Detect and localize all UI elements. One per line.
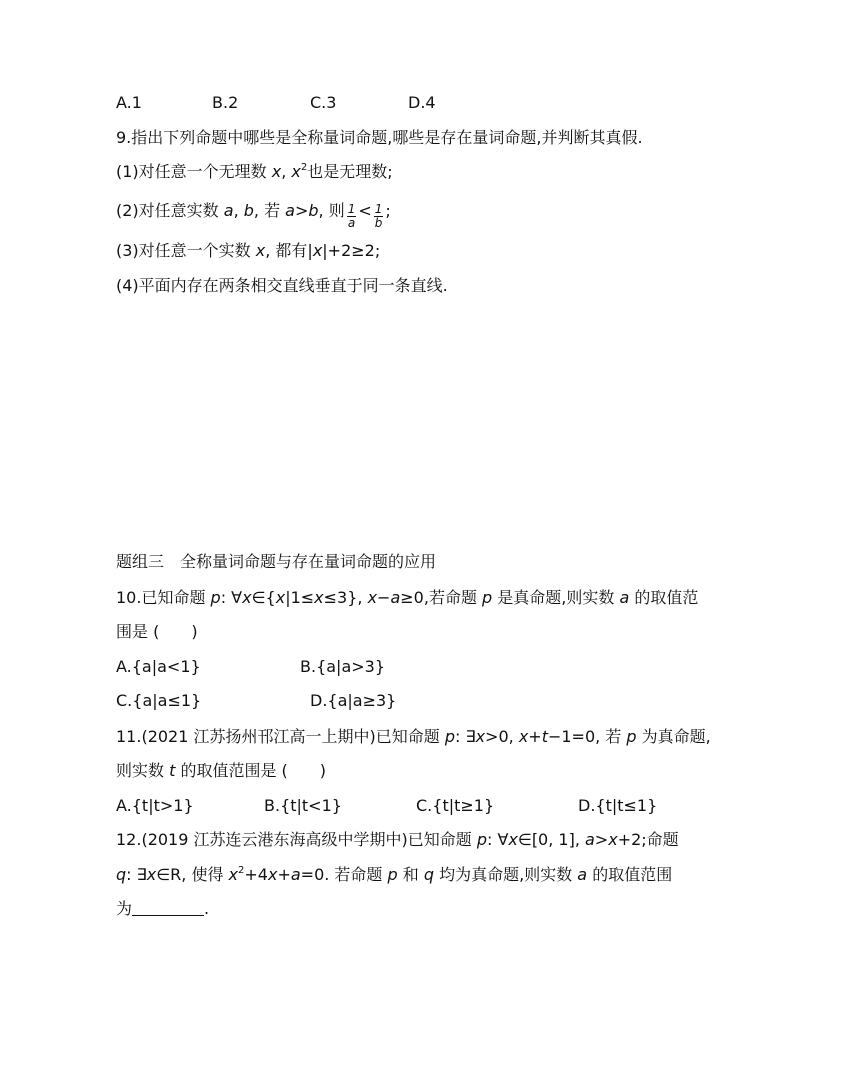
q10-option-c: C.{a|a≤1} [116,691,202,710]
q9-statement-1: (1)对任意一个无理数 x, $x^2$也是无理数; [116,162,393,181]
q10-option-d: D.{a|a≥3} [310,691,397,710]
q11-option-d: D.{t|t≤1} [578,796,658,815]
q8-option-c: C.3 [310,93,337,112]
q9-statement-2: (2)对任意实数 a, b, 若 a>b, 则 $\frac{1}{a}$ < $\frac{1}{b}$ ; [116,201,391,230]
q11-option-b: B.{t|t<1} [264,796,342,815]
q12-stem-line3: 为 . [116,899,210,918]
q9-stem: 9.指出下列命题中哪些是全称量词命题,哪些是存在量词命题,并判断其真假. [116,128,643,147]
q11-stem-line2: 则实数 t 的取值范围是 ( ) [116,761,327,780]
q9-statement-3: (3)对任意一个实数 x, 都有|x|+2≥2; [116,241,381,260]
answer-blank[interactable] [132,901,204,916]
fraction-one-over-b: $\frac{1}{b}$ [374,202,383,230]
q10-option-b: B.{a|a>3} [300,657,386,676]
q10-stem-line1: 10.已知命题 p: ∀x∈{x|1≤x≤3}, x−a≥0,若命题 p 是真命题,则实数 a 的取值范 [116,588,699,607]
section-title: 题组三 全称量词命题与存在量词命题的应用 [116,552,437,571]
q10-option-a: A.{a|a<1} [116,657,201,676]
q12-stem-line1: 12.(2019 江苏连云港东海高级中学期中)已知命题 p: ∀x∈[0, 1], a>x+2;命题 [116,830,679,849]
q11-option-a: A.{t|t>1} [116,796,194,815]
q8-option-b: B.2 [212,93,239,112]
q8-option-d: D.4 [408,93,436,112]
q9-statement-4: (4)平面内存在两条相交直线垂直于同一条直线. [116,276,448,295]
q12-stem-line2: q: ∃x∈R, 使得 $x^2+4x+a=0$. 若命题 p 和 q 均为真命题,则实数 a 的取值范围 [116,865,673,884]
q11-option-c: C.{t|t≥1} [416,796,495,815]
fraction-one-over-a: $\frac{1}{a}$ [347,202,356,230]
q8-option-a: A.1 [116,93,142,112]
q10-stem-line2: 围是 ( ) [116,622,198,641]
q11-stem-line1: 11.(2021 江苏扬州邗江高一上期中)已知命题 p: ∃x>0, x+t−1=0, 若 p 为真命题, [116,727,711,746]
